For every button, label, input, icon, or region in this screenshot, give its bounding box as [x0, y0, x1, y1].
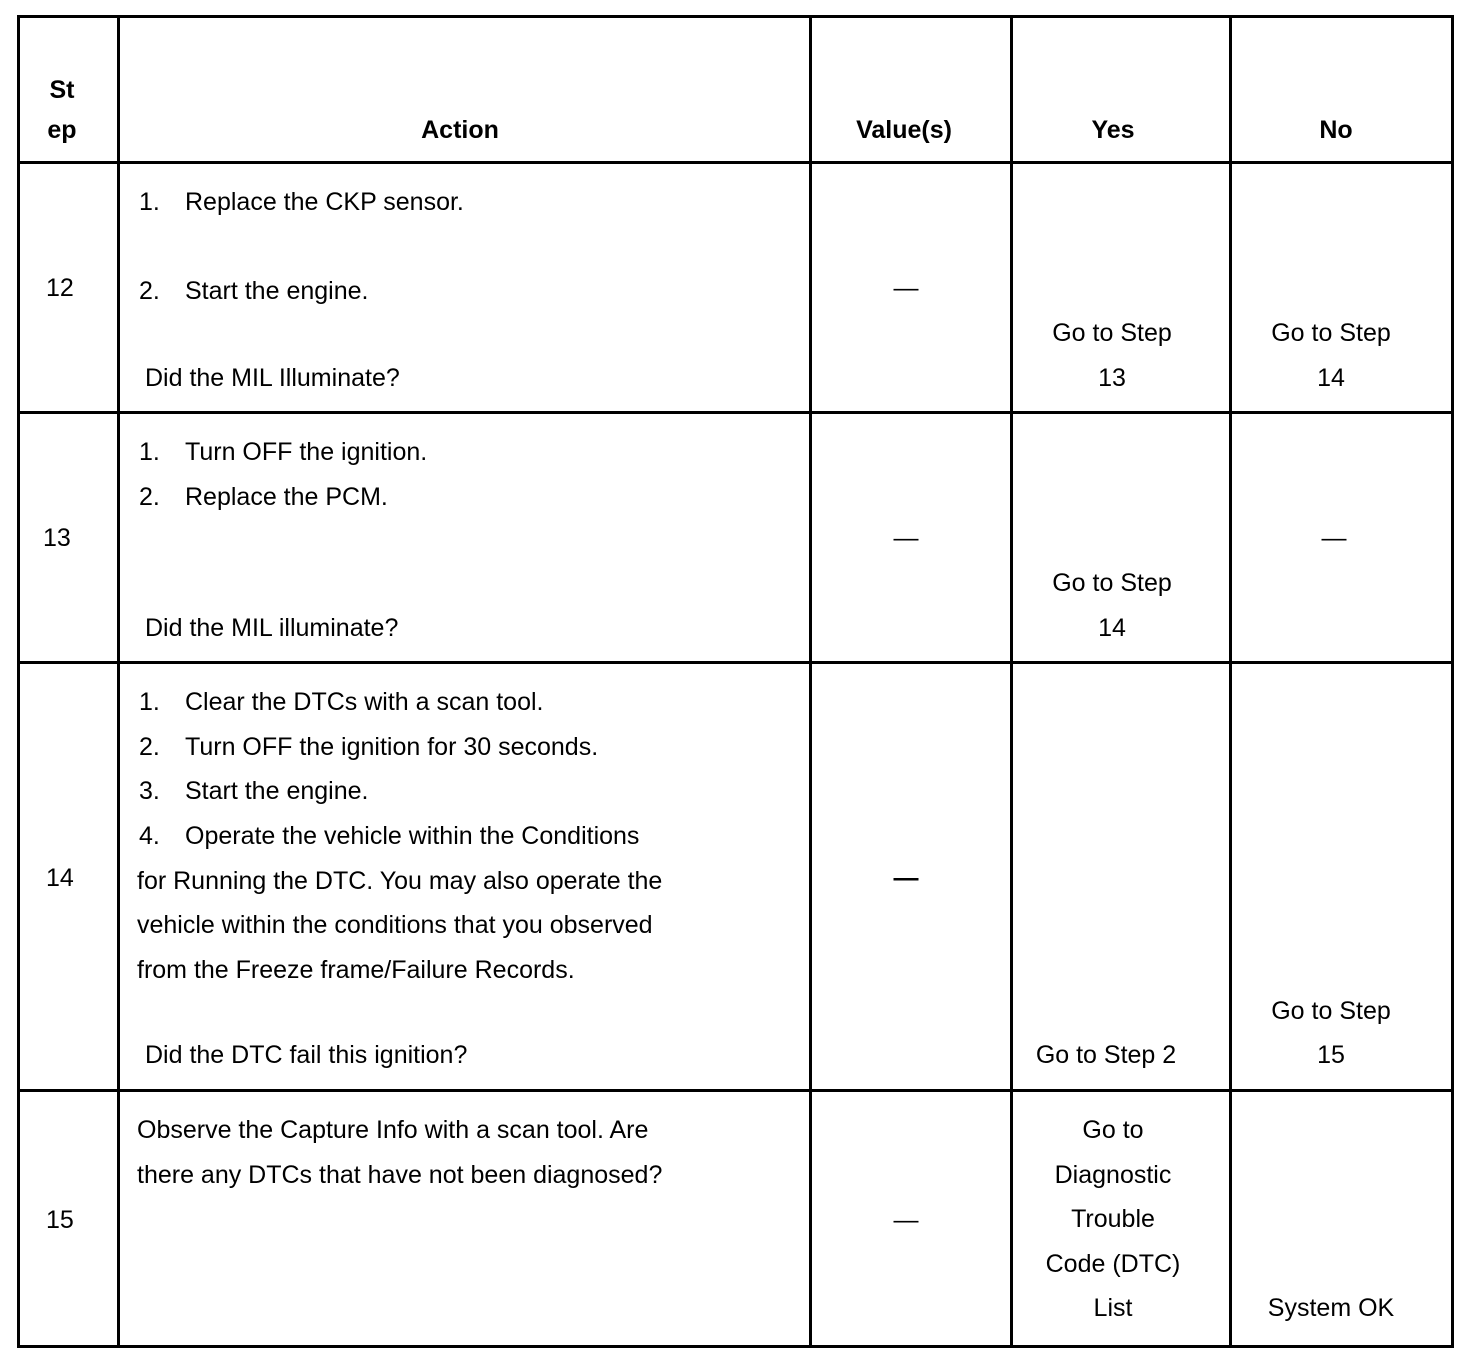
action-text: Turn OFF the ignition.	[185, 438, 428, 466]
action-text: from the Freeze frame/Failure Records.	[137, 956, 575, 984]
row-divider	[17, 1089, 1454, 1092]
value-cell: —	[893, 864, 919, 892]
yes-cell: List	[1093, 1294, 1133, 1322]
action-text: Clear the DTCs with a scan tool.	[185, 688, 544, 716]
yes-cell: Go to Step	[1052, 319, 1172, 347]
yes-cell: Trouble	[1071, 1205, 1155, 1233]
action-question: Did the MIL illuminate?	[145, 614, 399, 642]
action-text: Start the engine.	[185, 777, 369, 805]
value-cell: —	[893, 524, 919, 552]
step-number: 15	[46, 1206, 74, 1234]
yes-cell: Diagnostic	[1054, 1161, 1172, 1189]
header-step-line2: ep	[47, 116, 77, 144]
step-number: 14	[46, 864, 74, 892]
yes-cell: Go to Step	[1052, 569, 1172, 597]
action-text: Turn OFF the ignition for 30 seconds.	[185, 733, 599, 761]
header-no: No	[1319, 116, 1353, 144]
no-cell: 15	[1317, 1041, 1345, 1069]
value-cell: —	[893, 274, 919, 302]
yes-cell: 14	[1098, 614, 1126, 642]
action-num: 1.	[139, 688, 160, 716]
action-text: Observe the Capture Info with a scan tool. Are	[137, 1116, 649, 1144]
no-cell: —	[1321, 524, 1347, 552]
row-divider	[17, 661, 1454, 664]
yes-cell: Go to Step 2	[1035, 1041, 1177, 1069]
row-divider	[17, 161, 1454, 164]
action-question: Did the DTC fail this ignition?	[145, 1041, 468, 1069]
action-text: Operate the vehicle within the Conditions	[185, 822, 640, 850]
action-text: Start the engine.	[185, 277, 369, 305]
column-divider	[1229, 15, 1232, 1348]
column-divider	[117, 15, 120, 1348]
yes-cell: Go to	[1082, 1116, 1144, 1144]
action-text: for Running the DTC. You may also operate the	[137, 867, 663, 895]
action-num: 3.	[139, 777, 160, 805]
header-action: Action	[421, 116, 499, 144]
action-question: Did the MIL Illuminate?	[145, 364, 400, 392]
value-cell: —	[893, 1206, 919, 1234]
action-num: 4.	[139, 822, 160, 850]
action-text: Replace the PCM.	[185, 483, 388, 511]
no-cell: 14	[1317, 364, 1345, 392]
action-num: 1.	[139, 438, 160, 466]
header-values: Value(s)	[856, 116, 952, 144]
action-text: there any DTCs that have not been diagnosed?	[137, 1161, 663, 1189]
step-number: 12	[46, 274, 74, 302]
header-yes: Yes	[1091, 116, 1135, 144]
column-divider	[809, 15, 812, 1348]
action-text: Replace the CKP sensor.	[185, 188, 464, 216]
action-num: 1.	[139, 188, 160, 216]
action-num: 2.	[139, 483, 160, 511]
row-divider	[17, 411, 1454, 414]
action-num: 2.	[139, 733, 160, 761]
no-cell: Go to Step	[1271, 319, 1391, 347]
yes-cell: 13	[1098, 364, 1126, 392]
header-step-line1: St	[49, 76, 75, 104]
step-number: 13	[43, 524, 71, 552]
action-text: vehicle within the conditions that you observed	[137, 911, 653, 939]
no-cell: System OK	[1267, 1294, 1395, 1322]
action-num: 2.	[139, 277, 160, 305]
no-cell: Go to Step	[1271, 997, 1391, 1025]
column-divider	[1010, 15, 1013, 1348]
yes-cell: Code (DTC)	[1045, 1250, 1181, 1278]
